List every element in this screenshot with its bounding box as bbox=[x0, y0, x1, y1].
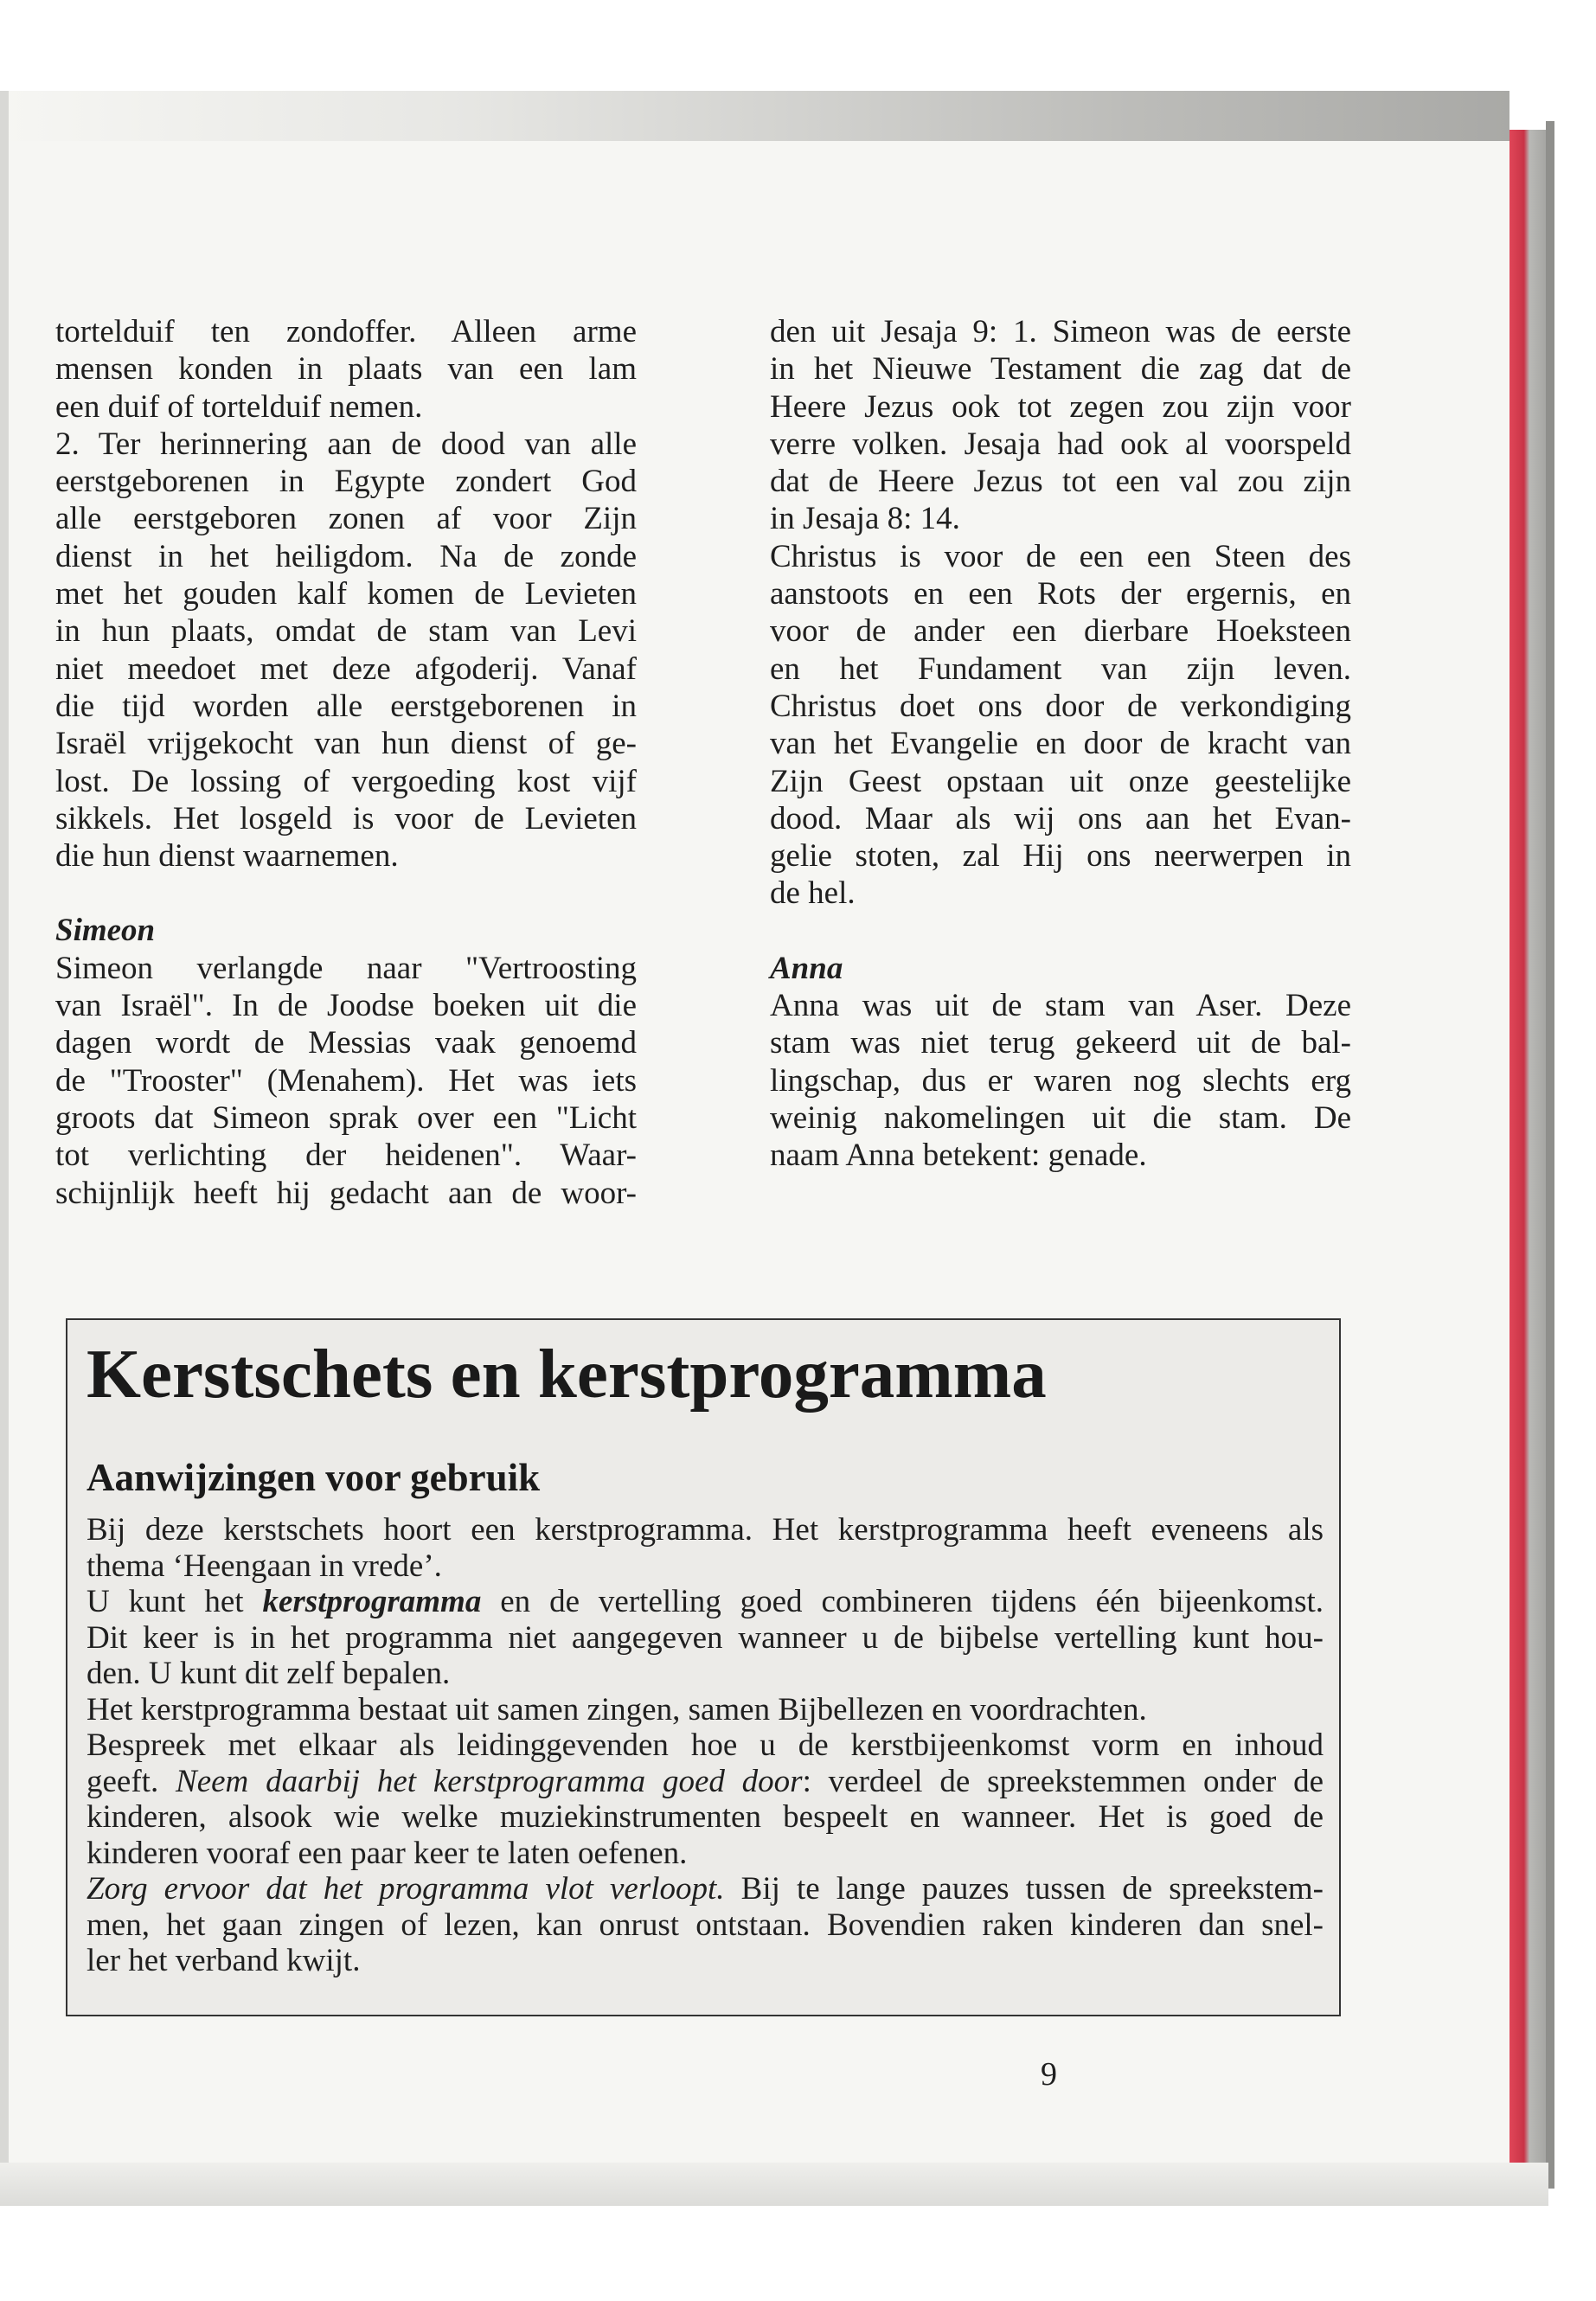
text-line: Bij deze kerstschets hoort een kerstprogramma. Het kerstprogramma heeft eveneens als bbox=[87, 1512, 1324, 1548]
text-line: men, het gaan zingen of lezen, kan onrust ontstaan. Bovendien raken kinderen dan snel- bbox=[87, 1907, 1324, 1943]
text-line: Heere Jezus ook tot zegen zou zijn voor bbox=[770, 388, 1351, 425]
text-line: die tijd worden alle eerstgeborenen in bbox=[55, 688, 637, 724]
text-line: gelie stoten, zal Hij ons neerwerpen in bbox=[770, 838, 1351, 875]
text-line bbox=[87, 1584, 1324, 1620]
text-line: Christus doet ons door de verkondiging bbox=[770, 688, 1351, 724]
text-line: Anna was uit de stam van Aser. Deze bbox=[770, 988, 1351, 1024]
text-line: den uit Jesaja 9: 1. Simeon was de eerste bbox=[770, 314, 1351, 349]
text-line: eerstgeborenen in Egypte zondert God bbox=[55, 464, 637, 500]
text-line: thema ‘Heengaan in vrede’. bbox=[87, 1548, 442, 1584]
text-line: dood. Maar als wij ons aan het Evan- bbox=[770, 800, 1351, 836]
text-line: in Jesaja 8: 14. bbox=[770, 501, 960, 537]
text-line: alle eerstgeboren zonen af voor Zijn bbox=[55, 501, 637, 537]
text-line: de "Trooster" (Menahem). Het was iets bbox=[55, 1062, 637, 1099]
left-column bbox=[55, 313, 637, 1212]
right-paragraph-2 bbox=[770, 987, 1351, 1174]
text-line: dat de Heere Jezus tot een val zou zijn bbox=[770, 464, 1351, 500]
text-line: 2. Ter herinnering aan de dood van alle bbox=[55, 426, 637, 462]
left-paragraph-2 bbox=[55, 950, 637, 1212]
text-line: lingschap, dus er waren nog slechts erg bbox=[770, 1062, 1351, 1099]
box-title: Kerstschets en kerstprogramma bbox=[87, 1335, 1047, 1413]
book-cover-edge bbox=[1546, 121, 1554, 2189]
text-line: een duif of tortelduif nemen. bbox=[55, 388, 423, 425]
right-paragraph-1 bbox=[770, 313, 1351, 913]
text-line: tortelduif ten zondoffer. Alleen arme bbox=[55, 314, 637, 349]
box-subtitle: Aanwijzingen voor gebruik bbox=[87, 1456, 541, 1499]
text-run: geeft. bbox=[87, 1763, 176, 1799]
text-line: Zijn Geest opstaan uit onze geestelijke bbox=[770, 763, 1351, 799]
text-line: den. U kunt dit zelf bepalen. bbox=[87, 1656, 451, 1691]
text-line bbox=[87, 1871, 1324, 1907]
text-line: van Israël". In de Joodse boeken uit die bbox=[55, 988, 637, 1024]
text-line: niet meedoet met deze afgoderij. Vanaf bbox=[55, 651, 637, 687]
text-line: en het Fundament van zijn leven. bbox=[770, 651, 1351, 687]
text-run: en de vertelling goed combineren tijdens één bijeenkomst. bbox=[481, 1584, 1324, 1619]
left-paragraph-1 bbox=[55, 313, 637, 875]
text-line: Simeon verlangde naar "Vertroosting bbox=[55, 950, 637, 986]
emphasis-kerstprogramma: kerstprogramma bbox=[262, 1584, 482, 1619]
text-line: naam Anna betekent: genade. bbox=[770, 1138, 1147, 1174]
text-line: dienst in het heiligdom. Na de zonde bbox=[55, 538, 637, 574]
text-line: Israël vrijgekocht van hun dienst of ge- bbox=[55, 726, 637, 762]
text-line: Christus is voor de een een Steen des bbox=[770, 538, 1351, 574]
text-line: in het Nieuwe Testament die zag dat de bbox=[770, 351, 1351, 388]
text-line: die hun dienst waarnemen. bbox=[55, 838, 399, 875]
text-line bbox=[87, 1764, 1324, 1800]
text-line: aanstoots en een Rots der ergernis, en bbox=[770, 576, 1351, 612]
text-line: weinig nakomelingen uit die stam. De bbox=[770, 1099, 1351, 1136]
text-line: lost. De lossing of vergoeding kost vijf bbox=[55, 763, 637, 799]
text-line: kinderen, alsook wie welke muziekinstrumenten bespeelt en wanneer. Het is goed de bbox=[87, 1799, 1324, 1835]
page-top-shadow bbox=[0, 91, 1509, 141]
text-run: U kunt het bbox=[87, 1584, 263, 1619]
right-column bbox=[770, 313, 1351, 1175]
box-body bbox=[87, 1512, 1324, 1979]
page-bottom-edge bbox=[0, 2163, 1548, 2206]
text-line: ler het verband kwijt. bbox=[87, 1943, 361, 1978]
text-line: Het kerstprogramma bestaat uit samen zingen, samen Bijbellezen en voordrachten. bbox=[87, 1691, 1147, 1727]
text-line: sikkels. Het losgeld is voor de Levieten bbox=[55, 800, 637, 836]
text-line: in hun plaats, omdat de stam van Levi bbox=[55, 613, 637, 650]
section-heading-simeon: Simeon bbox=[55, 913, 156, 949]
text-line: voor de ander een dierbare Hoeksteen bbox=[770, 613, 1351, 650]
text-line: dagen wordt de Messias vaak genoemd bbox=[55, 1025, 637, 1061]
text-line: stam was niet terug gekeerd uit de bal- bbox=[770, 1025, 1351, 1061]
text-line: tot verlichting der heidenen". Waar- bbox=[55, 1138, 637, 1174]
emphasis-text: Zorg ervoor dat het programma vlot verloopt. bbox=[87, 1871, 725, 1907]
text-run: : verdeel de spreekstemmen onder de bbox=[802, 1763, 1324, 1799]
text-line: de hel. bbox=[770, 875, 856, 912]
text-line: kinderen vooraf een paar keer te laten oefenen. bbox=[87, 1835, 688, 1871]
text-line: verre volken. Jesaja had ook al voorspeld bbox=[770, 426, 1351, 462]
page-number: 9 bbox=[1041, 2056, 1057, 2093]
page-left-edge bbox=[0, 91, 9, 2206]
text-line: van het Evangelie en door de kracht van bbox=[770, 726, 1351, 762]
text-line: groots dat Simeon sprak over een "Licht bbox=[55, 1099, 637, 1136]
emphasis-text: Neem daarbij het kerstprogramma goed door bbox=[176, 1763, 803, 1799]
text-run: Bij te lange pauzes tussen de spreekstem- bbox=[724, 1871, 1324, 1907]
book-binding-edge bbox=[1509, 130, 1546, 2180]
text-line: Bespreek met elkaar als leidinggevenden hoe u de kerstbijeenkomst vorm en inhoud bbox=[87, 1727, 1324, 1763]
text-line: schijnlijk heeft hij gedacht aan de woor- bbox=[55, 1175, 637, 1211]
text-line: met het gouden kalf komen de Levieten bbox=[55, 576, 637, 612]
text-line: mensen konden in plaats van een lam bbox=[55, 351, 637, 388]
section-heading-anna: Anna bbox=[770, 950, 843, 986]
text-line: Dit keer is in het programma niet aangegeven wanneer u de bijbelse vertelling kunt hou- bbox=[87, 1619, 1324, 1656]
kerstprogramma-box bbox=[66, 1318, 1341, 2016]
